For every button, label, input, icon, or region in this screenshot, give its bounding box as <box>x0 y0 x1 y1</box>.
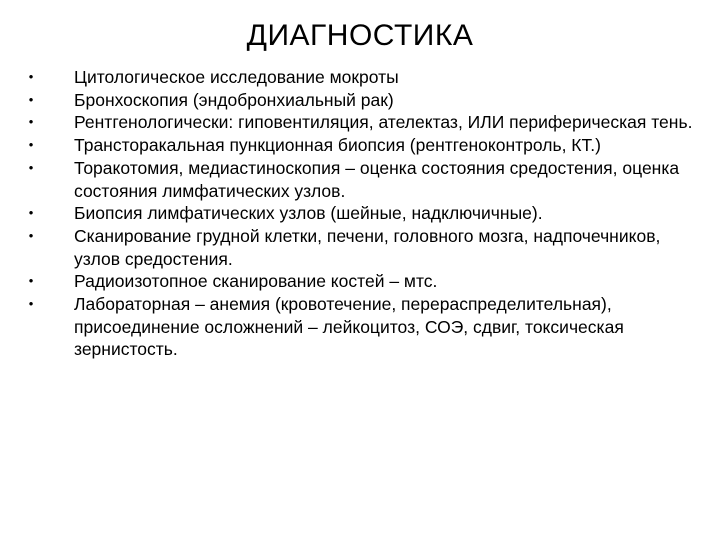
bullet-text-5: Торакотомия, медиастиноскопия – оценка состояния средостения, оценка состояния лимфатических узлов. <box>74 157 680 201</box>
bullet-item-7 <box>26 225 706 270</box>
bullet-icon: • <box>28 227 34 243</box>
bullet-text-3: Рентгенологически: гиповентиляция, ателектаз, ИЛИ периферическая тень. <box>74 112 693 133</box>
bullet-item-2 <box>26 89 706 112</box>
bullet-icon: • <box>28 114 34 130</box>
bullet-text-7: Сканирование грудной клетки, печени, головного мозга, надпочечников, узлов средостения. <box>74 225 661 269</box>
bullet-text-6: Биопсия лимфатических узлов (шейные, надключичные). <box>74 203 543 224</box>
bullet-item-9 <box>26 293 706 361</box>
bullet-icon: • <box>28 69 34 84</box>
bullet-item-8 <box>26 270 706 293</box>
bullet-icon: • <box>28 91 34 107</box>
bullet-icon: • <box>28 273 34 289</box>
bullet-item-4 <box>26 134 706 157</box>
bullet-icon: • <box>28 296 34 312</box>
bullet-icon: • <box>28 159 34 175</box>
bullet-text-1: Цитологическое исследование мокроты <box>74 67 399 87</box>
bullet-item-5 <box>26 157 706 202</box>
bullet-icon: • <box>28 137 34 153</box>
bullet-item-6 <box>26 202 706 225</box>
bullet-list <box>26 66 706 361</box>
bullet-text-2: Бронхоскопия (эндобронхиальный рак) <box>74 89 394 110</box>
bullet-text-9: Лабораторная – анемия (кровотечение, перераспределительная), присоединение осложнений – лейкоцитоз, СОЭ, сдвиг, токсическая зернистость. <box>74 294 624 360</box>
bullet-text-4: Трансторакальная пункционная биопсия (рентгеноконтроль, КТ.) <box>74 135 601 156</box>
bullet-icon: • <box>28 205 34 221</box>
bullet-item-1 <box>26 66 706 89</box>
bullet-item-3 <box>26 111 706 134</box>
slide-title: ДИАГНОСТИКА <box>246 19 474 52</box>
bullet-text-8: Радиоизотопное сканирование костей – мтс. <box>74 271 438 292</box>
